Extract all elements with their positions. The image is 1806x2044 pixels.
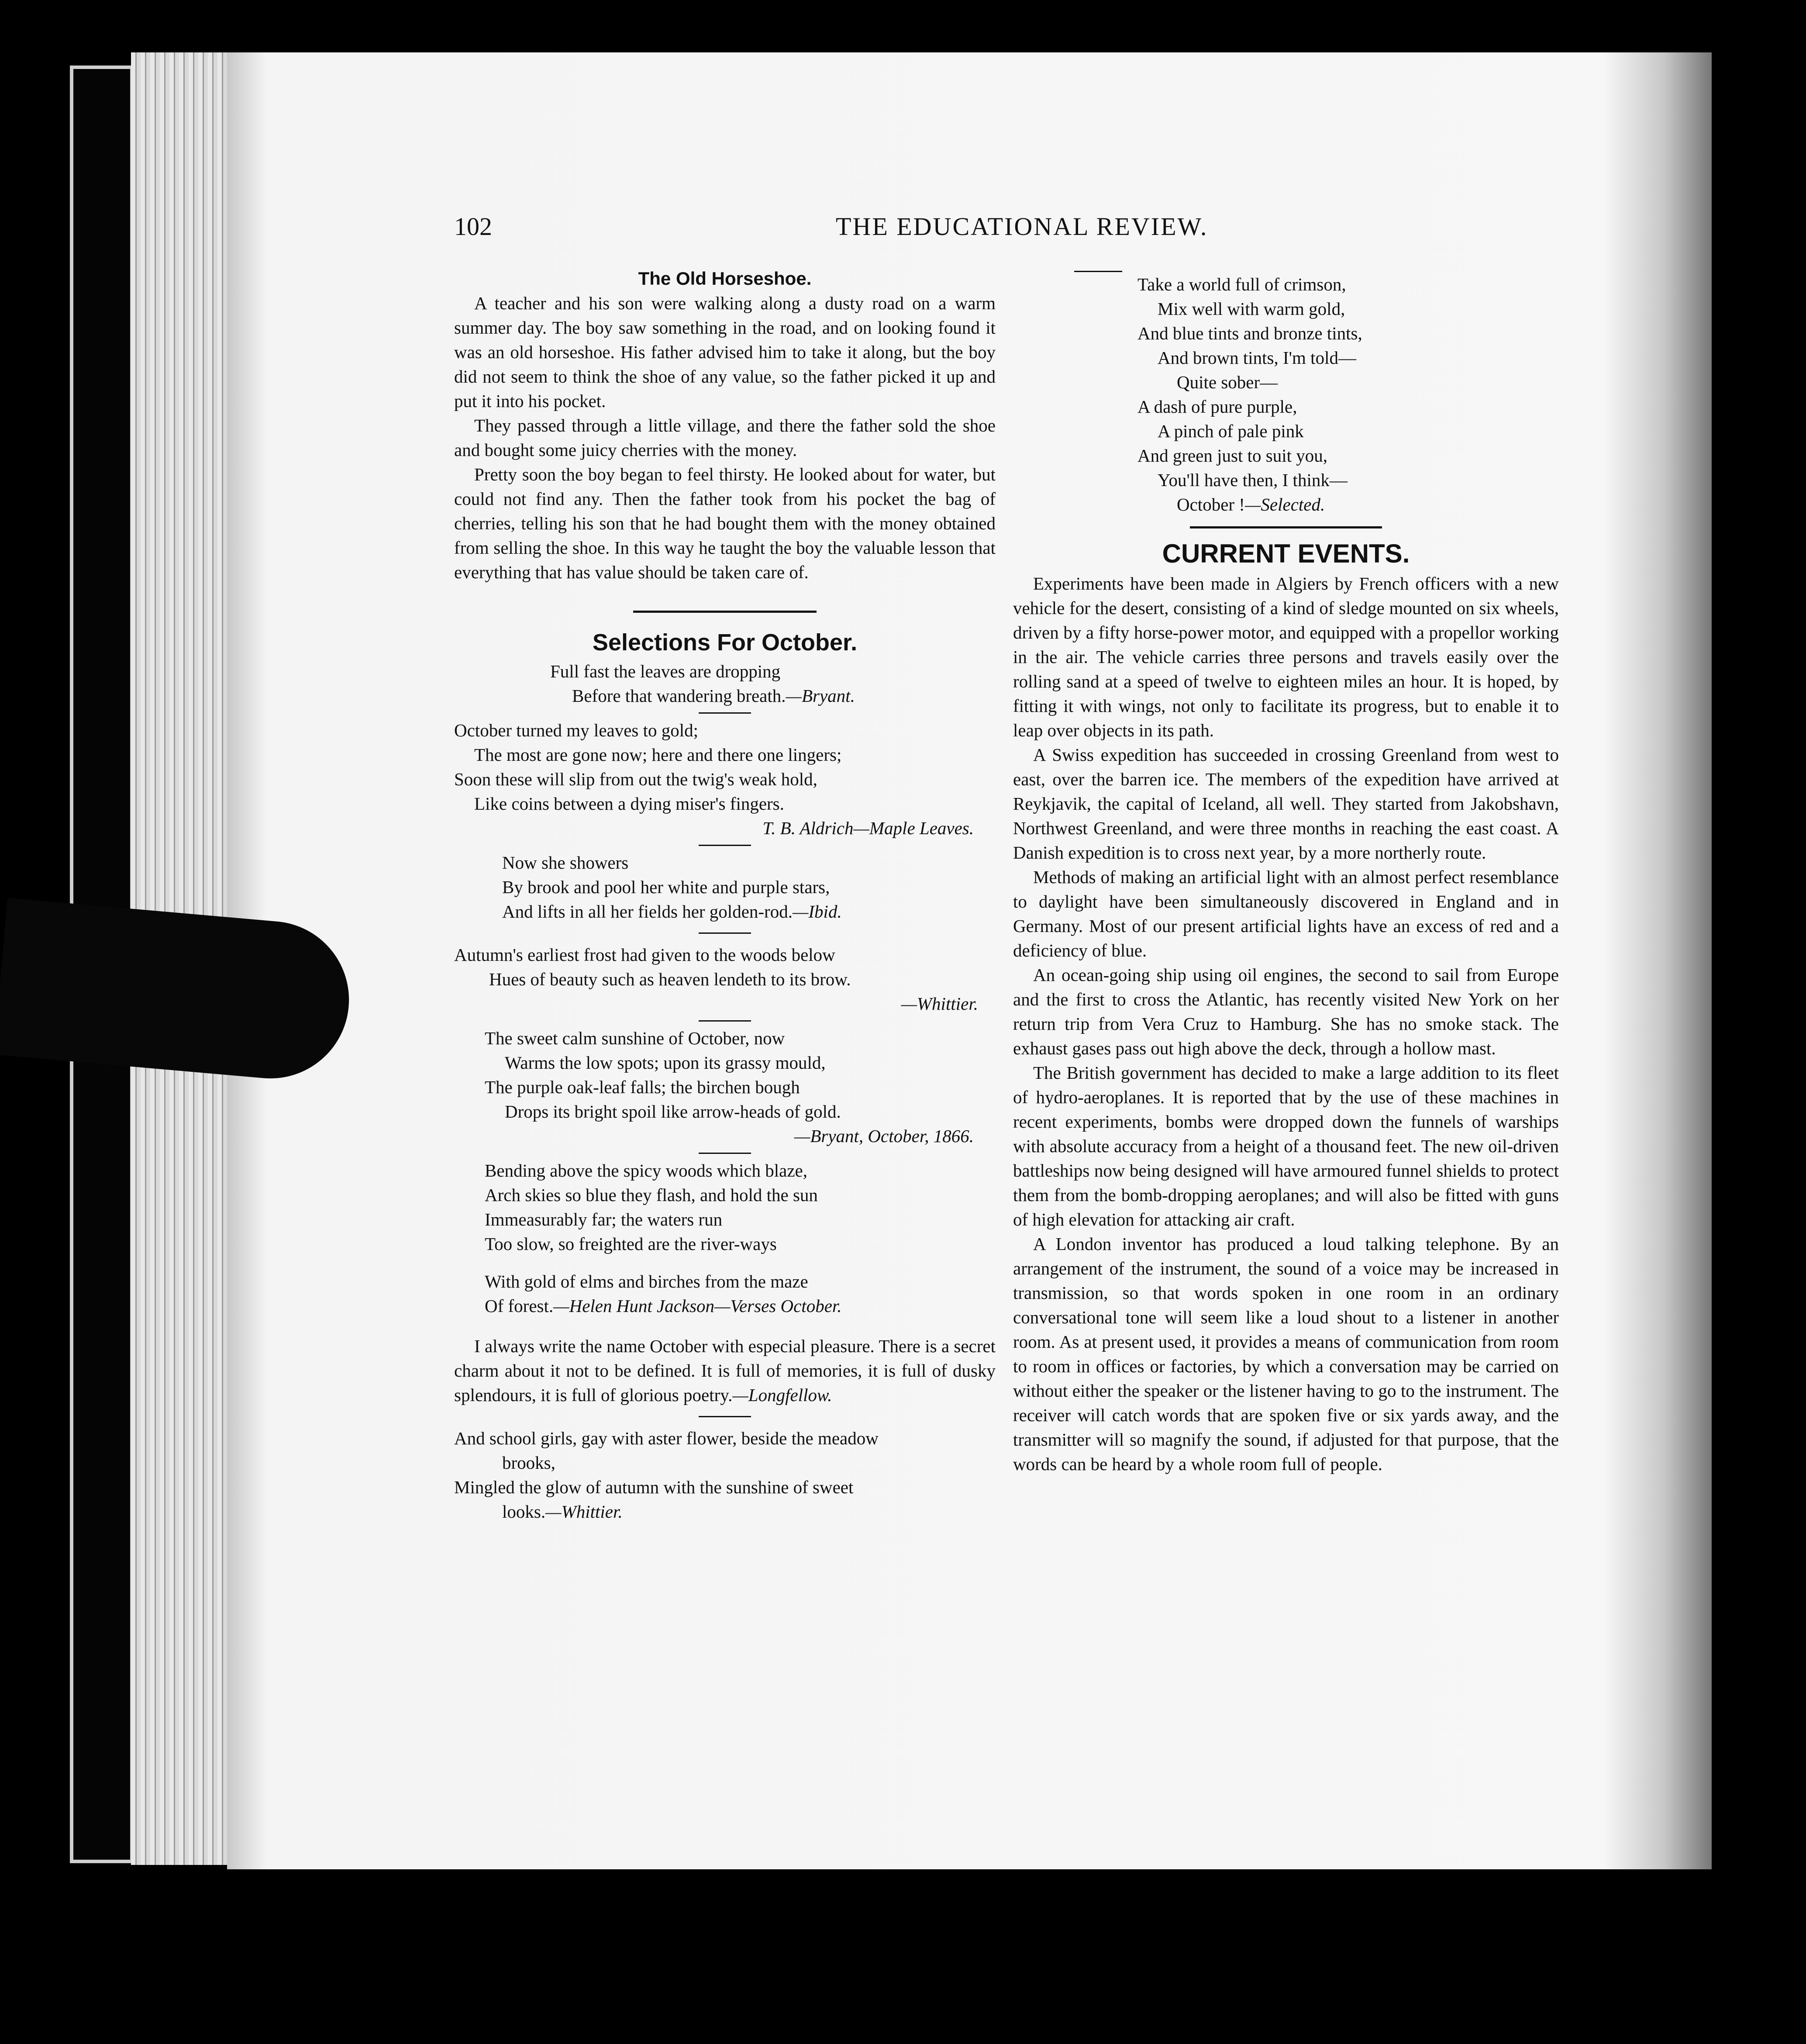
- verse-line: Warms the low spots; upon its grassy mould,: [505, 1053, 826, 1073]
- current-events-title: CURRENT EVENTS.: [1162, 539, 1410, 568]
- short-rule: [699, 1153, 751, 1154]
- citation: T. B. Aldrich—Maple Leaves.: [762, 818, 974, 838]
- verse-line: Full fast the leaves are dropping: [550, 661, 781, 681]
- quote-5: [454, 1026, 996, 1148]
- verse-line: Drops its bright spoil like arrow-heads of gold.: [505, 1101, 841, 1122]
- verse-line: By brook and pool her white and purple stars,: [502, 877, 830, 897]
- verse-text: Before that wandering breath.: [572, 686, 786, 706]
- horseshoe-title: The Old Horseshoe.: [638, 268, 812, 289]
- verse-line: Like coins between a dying miser's fingers.: [474, 794, 784, 814]
- verse-line: Autumn's earliest frost had given to the woods below: [454, 945, 835, 965]
- news-paragraph: A London inventor has produced a loud talking telephone. By an arrangement of the instrument, the sound of a voice may be increased in transmission, so that words spoken in one room in an ordinary conversational tone will seem like a loud shout to a listener in another room. As at present used, it provides a means of communication from room to room in offices or factories, by which a conversation may be carried on without either the speaker or the listener having to go to the instrument. The receiver will catch words that are spoken five or six yards away, and the transmitter will so magnify the sound, if adjusted for that purpose, that the words can be heard by a whole room full of people.: [1013, 1234, 1559, 1474]
- citation: —Longfellow.: [732, 1385, 832, 1405]
- verse-line: brooks,: [502, 1453, 555, 1473]
- verse-line: [485, 1294, 996, 1318]
- verse-line: And brown tints, I'm told—: [1158, 348, 1356, 368]
- citation: —Bryant.: [786, 686, 855, 706]
- left-column: [454, 266, 996, 1524]
- verse-line: October turned my leaves to gold;: [454, 720, 699, 740]
- horseshoe-paragraph: They passed through a little village, and there the father sold the shoe and bought some juicy cherries with the money.: [454, 415, 996, 460]
- verse-line: Immeasurably far; the waters run: [485, 1209, 723, 1229]
- journal-title: THE EDUCATIONAL REVIEW.: [836, 212, 1208, 241]
- divider-rule: [633, 611, 817, 613]
- running-head: [454, 212, 1432, 251]
- verse-line: Quite sober—: [1177, 372, 1278, 392]
- citation: —Bryant, October, 1866.: [794, 1126, 974, 1146]
- verse-line: The purple oak-leaf falls; the birchen bough: [485, 1077, 800, 1097]
- current-events-article: [1013, 538, 1559, 1476]
- verse-line: Now she showers: [502, 853, 629, 873]
- citation: —Whittier.: [901, 994, 978, 1014]
- horseshoe-article: [454, 266, 996, 584]
- news-paragraph: The British government has decided to make a large addition to its fleet of hydro-aeroplanes. It is reported that by the use of these machines in recent experiments, bombs were dropped down the funnels of warships with absolute accuracy from a height of a thousand feet. The new oil-driven battleships now being designed will have armoured funnel shields to protect them from the bomb-dropping aeroplanes; and will also be fitted with guns of high elevation for attacking air craft.: [1013, 1063, 1559, 1229]
- verse-line: A dash of pure purple,: [1137, 397, 1297, 417]
- quote-text: I always write the name October with especial pleasure. There is a secret charm about it not to be defined. It is full of memories, it is full of dusky splendours, it is full of glorious poetry.: [454, 1336, 996, 1405]
- citation: —Selected.: [1244, 494, 1325, 514]
- right-column: [1013, 271, 1559, 1476]
- verse-text: October !: [1177, 494, 1245, 514]
- horseshoe-paragraph: A teacher and his son were walking along a dusty road on a warm summer day. The boy saw something in the road, and on looking found it was an old horseshoe. His father advised him to take it along, but the boy did not seem to think the shoe of any value, so the father picked it up and put it into his pocket.: [454, 293, 996, 411]
- quote-3: [454, 850, 996, 924]
- short-rule: [699, 1020, 751, 1022]
- quote-7: [454, 1334, 996, 1407]
- news-paragraph: Experiments have been made in Algiers by French officers with a new vehicle for the desert, consisting of a kind of sledge mounted on six wheels, driven by a fifty horse-power motor, and equipped with a propellor working in the air. The vehicle carries three persons and travels easily over the rolling sand at a speed of twelve to eighteen miles an hour. It is hoped, by fitting it with wings, not only to facilitate its progress, but to enable it to leap over objects in its path.: [1013, 573, 1559, 740]
- verse-line: Arch skies so blue they flash, and hold the sun: [485, 1185, 818, 1205]
- news-paragraph: Methods of making an artificial light with an almost perfect resemblance to daylight have been simultaneously discovered in England and in Germany. Most of our present artificial lights have an excess of red and a deficiency of blue.: [1013, 867, 1559, 960]
- short-rule: [699, 1416, 751, 1417]
- verse-text: Of forest.: [485, 1296, 554, 1316]
- quote-4: [454, 943, 996, 1016]
- verse-line: Soon these will slip from out the twig's weak hold,: [454, 769, 817, 789]
- selections-title: Selections For October.: [592, 629, 858, 656]
- quote-6: [454, 1158, 996, 1318]
- prose-quote: [454, 1334, 996, 1407]
- horseshoe-paragraph: Pretty soon the boy began to feel thirsty. He looked about for water, but could not find any. Then the father took from his pocket the bag of cherries, telling his son that he had bought them with the money obtained from selling the shoe. In this way he taught the boy the valuable lesson that everything that has value should be taken care of.: [454, 464, 996, 582]
- verse-line: And green just to suit you,: [1137, 445, 1328, 466]
- quote-8: [454, 1426, 996, 1524]
- citation: —Ibid.: [792, 901, 842, 922]
- verse-line: With gold of elms and birches from the maze: [485, 1271, 808, 1291]
- verse-text: And lifts in all her fields her golden-rod.: [502, 901, 793, 922]
- verse-line: Mingled the glow of autumn with the sunshine of sweet: [454, 1477, 854, 1497]
- citation: —Helen Hunt Jackson—Verses October.: [553, 1296, 842, 1316]
- quote-2: [454, 718, 996, 840]
- news-paragraph: An ocean-going ship using oil engines, the second to sail from Europe and the first to cross the Atlantic, has recently visited New York on her return trip from Vera Cruz to Hamburg. She has no smoke stack. The exhaust gases pass out high above the deck, through a hollow mast.: [1013, 965, 1559, 1058]
- verse-line: Take a world full of crimson,: [1137, 274, 1346, 294]
- verse-text: looks.: [502, 1502, 546, 1522]
- verse-line: The sweet calm sunshine of October, now: [485, 1028, 785, 1048]
- verse-line: [1137, 492, 1559, 517]
- page-number: 102: [454, 212, 492, 241]
- verse-line: You'll have then, I think—: [1158, 470, 1348, 490]
- verse-line: And blue tints and bronze tints,: [1137, 323, 1362, 343]
- short-rule: [699, 932, 751, 934]
- verse-line: Hues of beauty such as heaven lendeth to its brow.: [489, 969, 851, 989]
- quote-1: [454, 659, 996, 708]
- short-rule: [699, 845, 751, 846]
- verse-line: And school girls, gay with aster flower, beside the meadow: [454, 1428, 879, 1448]
- verse-line: [550, 684, 996, 708]
- citation: —Whittier.: [545, 1502, 623, 1522]
- verse-line: [454, 1499, 996, 1524]
- selections-article: [454, 626, 996, 1524]
- verse-line: Too slow, so freighted are the river-ways: [485, 1234, 777, 1254]
- verse-line: Mix well with warm gold,: [1158, 299, 1345, 319]
- crimson-poem: [1013, 272, 1559, 517]
- verse-line: Bending above the spicy woods which blaze,: [485, 1160, 807, 1181]
- verse-line: The most are gone now; here and there one lingers;: [474, 745, 842, 765]
- verse-line: [502, 899, 996, 924]
- short-rule: [699, 712, 751, 714]
- news-paragraph: A Swiss expedition has succeeded in crossing Greenland from west to east, over the barren ice. The members of the expedition have arrived at Reykjavik, the capital of Iceland, all well. They started from Jakobshavn, Northwest Greenland, and were three months in reaching the east coast. A Danish expedition is to cross next year, by a more northerly route.: [1013, 745, 1559, 863]
- divider-rule: [1190, 526, 1382, 528]
- verse-line: A pinch of pale pink: [1158, 421, 1304, 441]
